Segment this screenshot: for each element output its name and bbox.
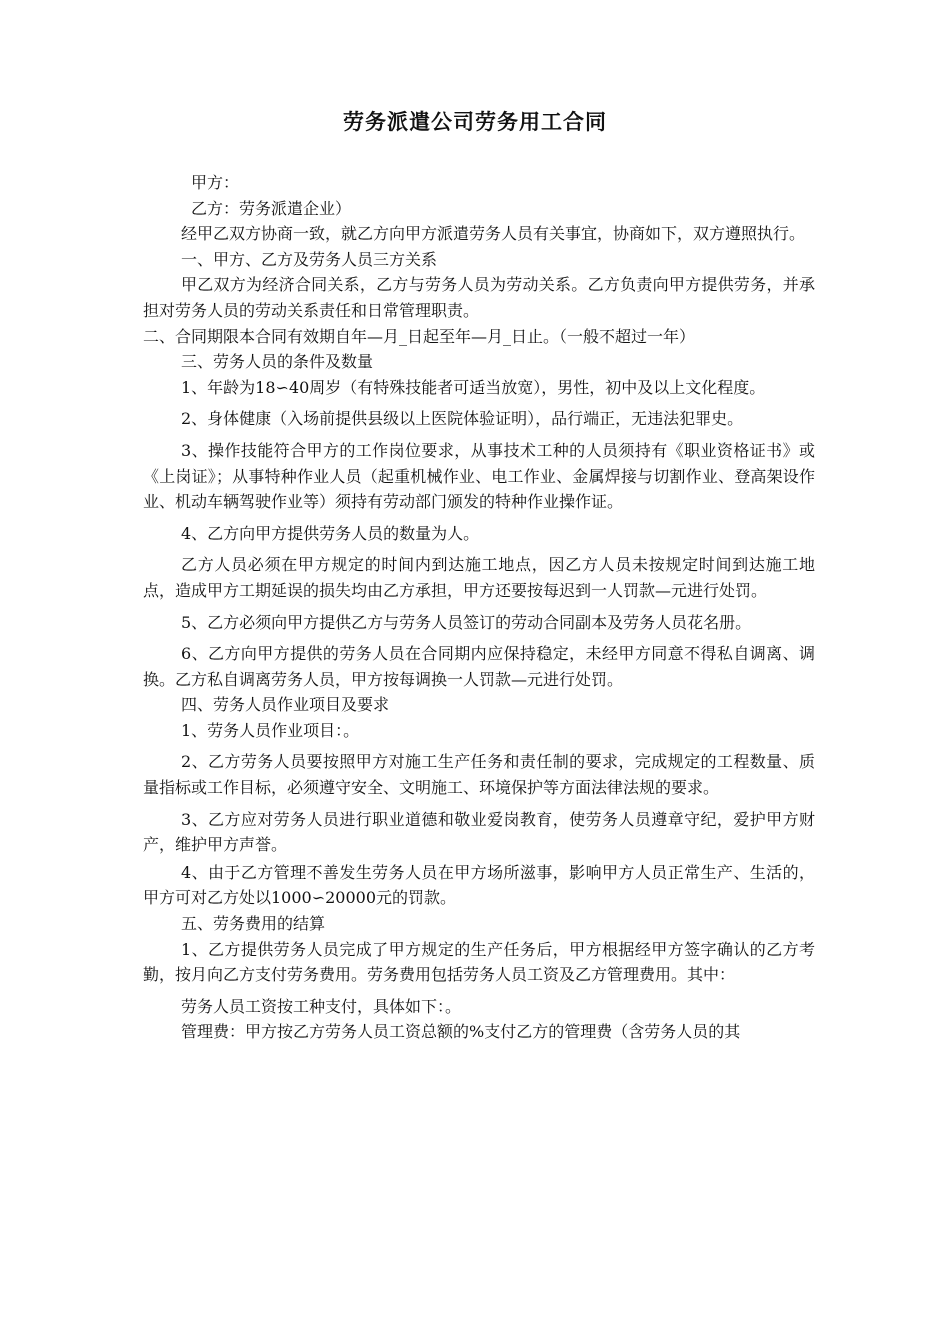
paragraph: 5、乙方必须向甲方提供乙方与劳务人员签订的劳动合同副本及劳务人员花名册。 — [181, 612, 752, 632]
paragraph: 甲乙双方为经济合同关系，乙方与劳务人员为劳动关系。乙方负责向甲方提供劳务，并承担对劳务人员的劳动关系责任和日常管理职责。 — [143, 275, 815, 320]
paragraph: 乙方人员必须在甲方规定的时间内到达施工地点，因乙方人员未按规定时间到达施工地点，造成甲方工期延误的损失均由乙方承担，甲方还要按每迟到一人罚款—元进行处罚。 — [143, 555, 815, 600]
paragraph: 4、由于乙方管理不善发生劳务人员在甲方场所滋事，影响甲方人员正常生产、生活的，甲方可对乙方处以1000∽20000元的罚款。 — [143, 862, 815, 908]
paragraph: 6、乙方向甲方提供的劳务人员在合同期内应保持稳定，未经甲方同意不得私自调离、调换。乙方私自调离劳务人员，甲方按每调换一人罚款—元进行处罚。 — [143, 644, 815, 689]
paragraph: 1、劳务人员作业项目：。 — [181, 720, 360, 740]
document-body — [143, 170, 815, 1045]
paragraph: 劳务人员工资按工种支付，具体如下：。 — [181, 996, 462, 1016]
paragraph: 4、乙方向甲方提供劳务人员的数量为人。 — [181, 523, 480, 543]
paragraph: 1、乙方提供劳务人员完成了甲方规定的生产任务后，甲方根据经甲方签字确认的乙方考勤，按月向乙方支付劳务费用。劳务费用包括劳务人员工资及乙方管理费用。其中： — [143, 939, 815, 985]
paragraph: 五、劳务费用的结算 — [181, 914, 326, 934]
paragraph: 一、甲方、乙方及劳务人员三方关系 — [181, 249, 438, 269]
paragraph: 管理费：甲方按乙方劳务人员工资总额的%支付乙方的管理费（含劳务人员的其 — [181, 1022, 741, 1042]
paragraph: 3、乙方应对劳务人员进行职业道德和敬业爱岗教育，使劳务人员遵章守纪，爱护甲方财产，维护甲方声誉。 — [143, 809, 815, 855]
document-title: 劳务派遣公司劳务用工合同 — [343, 110, 607, 134]
paragraph: 三、劳务人员的条件及数量 — [181, 352, 374, 372]
paragraph: 二、合同期限本合同有效期自年—月_日起至年—月_日止。（一般不超过一年） — [143, 326, 696, 346]
paragraph: 1、年龄为18∽40周岁（有特殊技能者可适当放宽），男性，初中及以上文化程度。 — [181, 377, 766, 397]
paragraph: 3、操作技能符合甲方的工作岗位要求，从事技术工种的人员须持有《职业资格证书》或《上岗证》；从事特种作业人员（起重机械作业、电工作业、金属焊接与切割作业、登高架设作业、机动车辆驾驶作业等）须持有劳动部门颁发的特种作业操作证。 — [143, 440, 815, 512]
paragraph: 2、身体健康（入场前提供县级以上医院体验证明），品行端正，无违法犯罪史。 — [181, 409, 744, 429]
paragraph: 经甲乙双方协商一致，就乙方向甲方派遣劳务人员有关事宜，协商如下，双方遵照执行。 — [181, 224, 806, 244]
paragraph: 2、乙方劳务人员要按照甲方对施工生产任务和责任制的要求，完成规定的工程数量、质量指标或工作目标，必须遵守安全、文明施工、环境保护等方面法律法规的要求。 — [143, 752, 815, 798]
paragraph: 四、劳务人员作业项目及要求 — [181, 695, 390, 715]
paragraph: 甲方： — [191, 173, 240, 192]
paragraph: 乙方：劳务派遣企业） — [191, 198, 352, 218]
